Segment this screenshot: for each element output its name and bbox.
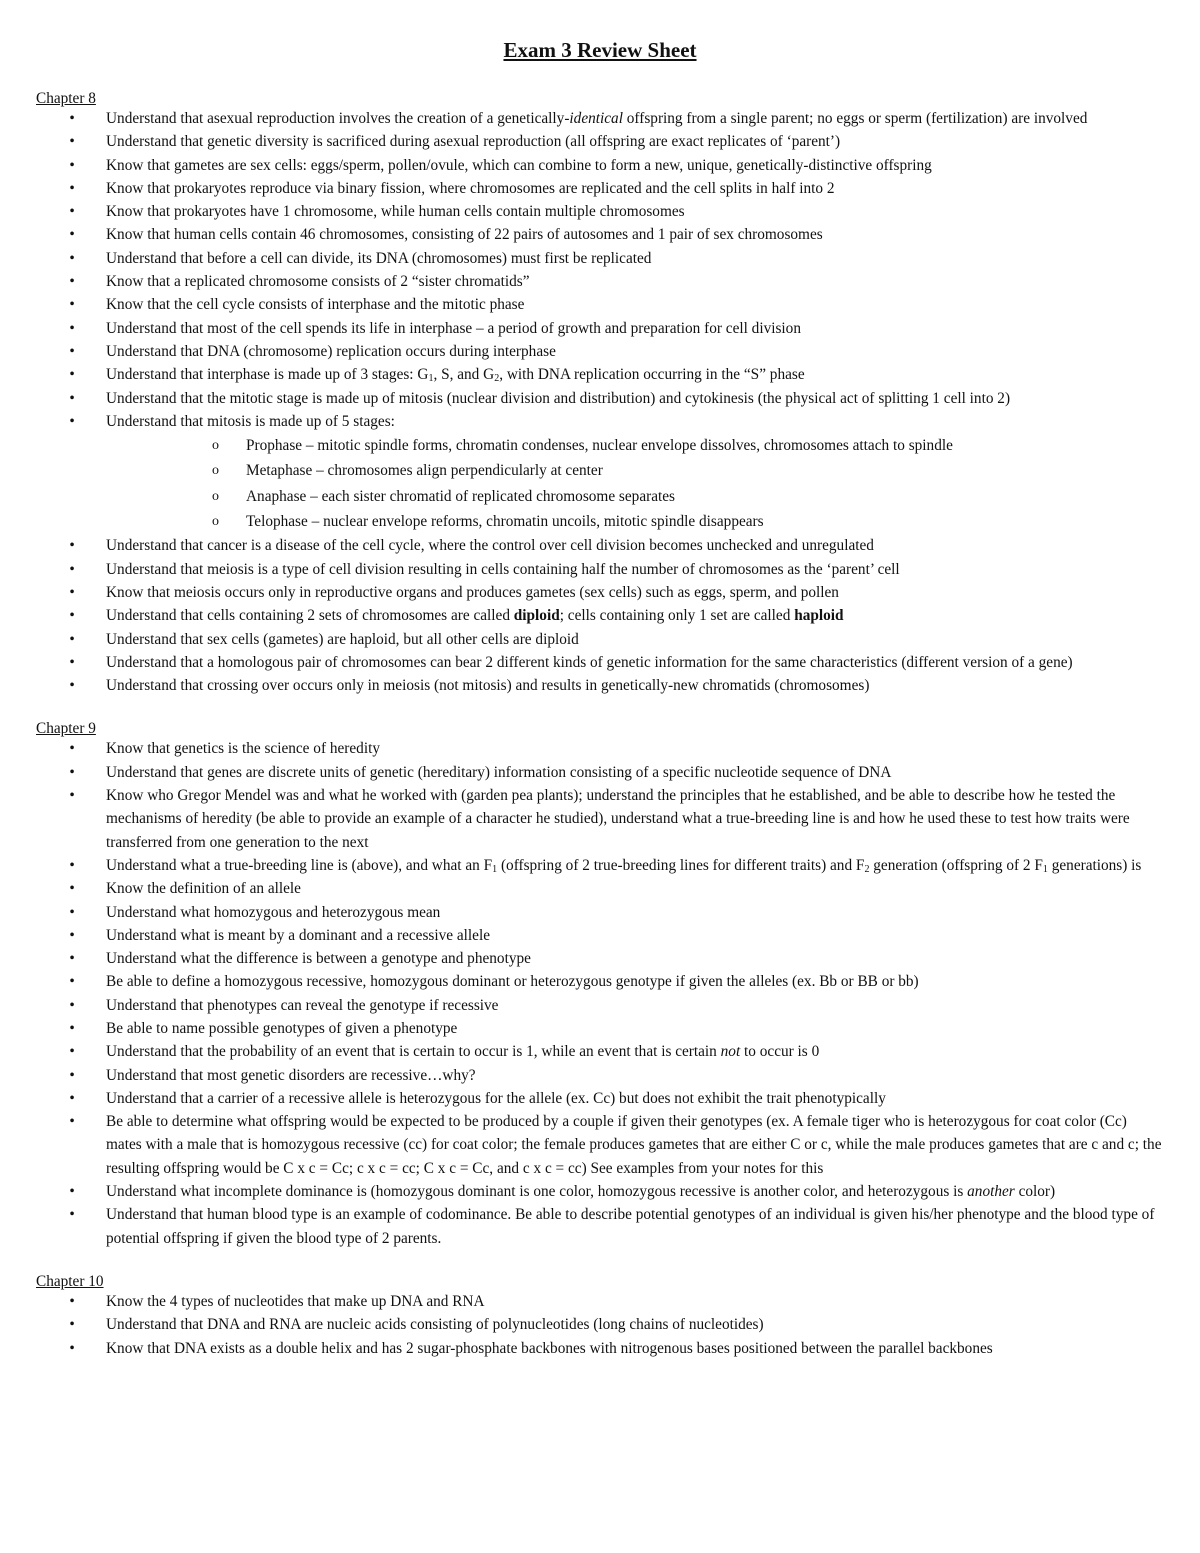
chapter-section xyxy=(36,90,1164,697)
item-text: Know that prokaryotes have 1 chromosome, while human cells contain multiple chromosomes xyxy=(106,203,685,221)
bullet-icon: • xyxy=(69,110,75,127)
bullet-icon: • xyxy=(69,653,75,671)
list-item xyxy=(36,761,1164,784)
chapter-section xyxy=(36,720,1164,1250)
list-item xyxy=(36,737,1164,760)
item-text: Understand that genetic diversity is sacrificed during asexual reproduction (all offspring are exact replicates of ‘parent’) xyxy=(106,133,841,151)
item-text: Understand that the mitotic stage is made up of mitosis (nuclear division and distribution) and cytokinesis (the physical act of splitting 1 cell into 2) xyxy=(106,389,1011,407)
sub-list xyxy=(106,433,1164,534)
bullet-icon: • xyxy=(69,412,75,430)
list-item xyxy=(36,293,1164,316)
list-item xyxy=(36,363,1164,386)
circle-bullet-icon: o xyxy=(212,463,219,479)
item-text: Understand that DNA and RNA are nucleic acids consisting of polynucleotides (long chains of nucleotides) xyxy=(106,1316,764,1334)
item-text: Understand that genes are discrete units of genetic (hereditary) information consisting of a specific nucleotide sequence of DNA xyxy=(106,763,892,781)
bullet-icon: • xyxy=(69,389,75,407)
list-item xyxy=(36,581,1164,604)
sub-list-item xyxy=(106,433,1164,458)
bullet-icon: • xyxy=(69,296,75,314)
item-text: Understand that before a cell can divide, its DNA (chromosomes) must first be replicated xyxy=(106,249,652,267)
item-text: Know that human cells contain 46 chromosomes, consisting of 22 pairs of autosomes and 1 pair of sex chromosomes xyxy=(106,226,823,244)
item-text: , S, and G xyxy=(433,366,495,384)
item-text: Understand that meiosis is a type of cell division resulting in cells containing half the number of chromosomes as the ‘parent’ cell xyxy=(106,560,900,578)
bullet-icon: • xyxy=(69,973,75,991)
bullet-icon: • xyxy=(69,950,75,968)
list-item xyxy=(36,1180,1164,1203)
bullet-icon: • xyxy=(69,996,75,1014)
list-item xyxy=(36,534,1164,557)
item-text: Understand that human blood type is an example of codominance. Be able to describe potential genotypes of an individual is given his/her phenotype and the blood type of potential offspring if given the blood type of 2 parents. xyxy=(106,1206,1155,1247)
item-text: Understand that asexual reproduction involves the creation of a genetically- xyxy=(106,110,570,127)
bullet-icon: • xyxy=(69,926,75,944)
list-item xyxy=(36,1337,1164,1360)
item-text: haploid xyxy=(794,607,844,625)
list-item xyxy=(36,410,1164,534)
item-text: Be able to determine what offspring would be expected to be produced by a couple if given their genotypes (ex. A female tiger who is heterozygous for coat color (Cc) mates with a male that is homozygous recessive (cc) for coat color; the female produces gametes that are either C or c, while the male produces gametes that are c and c; the resulting offspring would be C x c = Cc; c x c = cc; C x c = Cc, and c x c = cc) See examples from your notes for this xyxy=(106,1113,1162,1177)
item-text: to occur is 0 xyxy=(740,1043,820,1061)
list-item xyxy=(36,177,1164,200)
list-item xyxy=(36,340,1164,363)
item-text: diploid xyxy=(513,607,560,625)
list-item xyxy=(36,1110,1164,1180)
bullet-icon: • xyxy=(69,342,75,360)
list-item xyxy=(36,317,1164,340)
item-text: 1 xyxy=(428,373,434,385)
bullet-icon: • xyxy=(69,319,75,337)
sub-item-text: Prophase – mitotic spindle forms, chromatin condenses, nuclear envelope dissolves, chromosomes attach to spindle xyxy=(246,437,953,455)
bullet-icon: • xyxy=(69,1183,75,1201)
item-text: Know who Gregor Mendel was and what he worked with (garden pea plants); understand the principles that he established, and be able to describe how he tested the mechanisms of heredity (be able to provide an example of a character he studied), understand what a true-breeding line is and how he used these to test how traits were transferred from one generation to the next xyxy=(106,787,1130,851)
list-item xyxy=(36,994,1164,1017)
item-text: 2 xyxy=(864,863,870,875)
sub-list-item xyxy=(106,458,1164,483)
item-text: Understand what incomplete dominance is (homozygous dominant is one color, homozygous recessive is another color, and heterozygous is xyxy=(106,1183,968,1201)
sub-item-text: Telophase – nuclear envelope reforms, chromatin uncoils, mitotic spindle disappears xyxy=(246,513,764,531)
bullet-icon: • xyxy=(69,366,75,384)
item-text: Understand that the probability of an event that is certain to occur is 1, while an event that is certain xyxy=(106,1043,721,1061)
list-item xyxy=(36,1064,1164,1087)
bullet-icon: • xyxy=(69,179,75,197)
item-text: Know that prokaryotes reproduce via binary fission, where chromosomes are replicated and the cell splits in half into 2 xyxy=(106,179,835,197)
list-item xyxy=(36,130,1164,153)
item-text: Understand what a true-breeding line is (above), and what an F xyxy=(106,856,493,874)
list-item xyxy=(36,784,1164,854)
bullet-icon: • xyxy=(69,273,75,291)
list-item xyxy=(36,200,1164,223)
bullet-icon: • xyxy=(69,1089,75,1107)
bullet-icon: • xyxy=(69,856,75,874)
item-text: Know that the cell cycle consists of interphase and the mitotic phase xyxy=(106,296,525,314)
bullet-icon: • xyxy=(69,249,75,267)
list-item xyxy=(36,651,1164,674)
item-text: , with DNA replication occurring in the “S” phase xyxy=(499,366,805,384)
list-item xyxy=(36,628,1164,651)
list-item xyxy=(36,1313,1164,1336)
item-text: Know that gametes are sex cells: eggs/sperm, pollen/ovule, which can combine to form a new, unique, genetically-distinctive offspring xyxy=(106,156,932,174)
bullet-icon: • xyxy=(69,1019,75,1037)
bullet-icon: • xyxy=(69,677,75,695)
item-text: color) xyxy=(1014,1183,1056,1201)
item-text: Be able to name possible genotypes of given a phenotype xyxy=(106,1019,458,1037)
list-item xyxy=(36,947,1164,970)
bullet-icon: • xyxy=(69,1113,75,1131)
item-text: Understand that a homologous pair of chromosomes can bear 2 different kinds of genetic information for the same characteristics (different version of a gene) xyxy=(106,653,1073,671)
item-text: ; cells containing only 1 set are called xyxy=(559,607,795,625)
chapter-heading: Chapter 10 xyxy=(36,1272,104,1290)
bullet-icon: • xyxy=(69,1066,75,1084)
document-title: Exam 3 Review Sheet xyxy=(503,38,697,62)
chapter-section xyxy=(36,1273,1164,1360)
bullet-icon: • xyxy=(69,583,75,601)
list-item xyxy=(36,674,1164,697)
item-text: Understand that sex cells (gametes) are haploid, but all other cells are diploid xyxy=(106,630,579,648)
circle-bullet-icon: o xyxy=(212,488,219,504)
list-item xyxy=(36,924,1164,947)
item-text: Be able to define a homozygous recessive, homozygous dominant or heterozygous genotype if given the alleles (ex. Bb or BB or bb) xyxy=(106,973,919,991)
list-item xyxy=(36,1017,1164,1040)
list-item xyxy=(36,223,1164,246)
circle-bullet-icon: o xyxy=(212,514,219,530)
list-item xyxy=(36,107,1164,130)
bullet-icon: • xyxy=(69,880,75,898)
chapter-heading: Chapter 9 xyxy=(36,720,96,738)
item-text: Understand that cells containing 2 sets of chromosomes are called xyxy=(106,607,514,625)
item-text: Understand that a carrier of a recessive allele is heterozygous for the allele (ex. Cc) but does not exhibit the trait phenotypically xyxy=(106,1089,886,1107)
item-text: Know that a replicated chromosome consists of 2 “sister chromatids” xyxy=(106,273,530,291)
bullet-icon: • xyxy=(69,1206,75,1224)
item-text: Understand that most of the cell spends its life in interphase – a period of growth and preparation for cell division xyxy=(106,319,801,337)
sub-list-item xyxy=(106,509,1164,534)
item-text: Understand what the difference is between a genotype and phenotype xyxy=(106,950,531,968)
item-text: Understand that crossing over occurs only in meiosis (not mitosis) and results in genetically-new chromatids (chromosomes) xyxy=(106,677,870,695)
bullet-icon: • xyxy=(69,787,75,805)
chapters-container xyxy=(36,90,1164,1360)
item-text: not xyxy=(720,1043,741,1061)
item-text: identical xyxy=(569,110,623,127)
bullet-icon: • xyxy=(69,537,75,555)
item-text: Understand that phenotypes can reveal the genotype if recessive xyxy=(106,996,499,1014)
sub-item-text: Anaphase – each sister chromatid of replicated chromosome separates xyxy=(246,487,675,505)
bullet-icon: • xyxy=(69,156,75,174)
bullet-icon: • xyxy=(69,1316,75,1334)
chapter-heading: Chapter 8 xyxy=(36,90,96,107)
list-item xyxy=(36,247,1164,270)
item-text: offspring from a single parent; no eggs or sperm (fertilization) are involved xyxy=(622,110,1088,127)
item-text: Understand what is meant by a dominant and a recessive allele xyxy=(106,926,490,944)
bullet-icon: • xyxy=(69,903,75,921)
list-item xyxy=(36,1040,1164,1063)
list-item xyxy=(36,154,1164,177)
item-text: Understand what homozygous and heterozygous mean xyxy=(106,903,441,921)
item-text: Understand that interphase is made up of 3 stages: G xyxy=(106,366,429,384)
bullet-icon: • xyxy=(69,560,75,578)
item-text: Understand that most genetic disorders are recessive…why? xyxy=(106,1066,476,1084)
item-text: Understand that cancer is a disease of the cell cycle, where the control over cell division becomes unchecked and unregulated xyxy=(106,537,874,555)
sub-item-text: Metaphase – chromosomes align perpendicularly at center xyxy=(246,462,603,480)
item-text: Know the 4 types of nucleotides that make up DNA and RNA xyxy=(106,1292,485,1310)
bullet-icon: • xyxy=(69,1043,75,1061)
item-text: Know that DNA exists as a double helix and has 2 sugar-phosphate backbones with nitrogenous bases positioned between the parallel backbones xyxy=(106,1339,993,1357)
bullet-icon: • xyxy=(69,1339,75,1357)
sub-list-item xyxy=(106,484,1164,509)
bullet-icon: • xyxy=(69,763,75,781)
item-text: 1 xyxy=(1042,863,1048,875)
list-item xyxy=(36,1087,1164,1110)
list-item xyxy=(36,877,1164,900)
list-item xyxy=(36,901,1164,924)
item-text: 1 xyxy=(492,863,498,875)
list-item xyxy=(36,270,1164,293)
bullet-list xyxy=(36,737,1164,1250)
item-text: Know that genetics is the science of heredity xyxy=(106,740,380,758)
item-text: generations) is xyxy=(1047,856,1142,874)
list-item xyxy=(36,387,1164,410)
bullet-icon: • xyxy=(69,740,75,758)
list-item xyxy=(36,1203,1164,1250)
list-item xyxy=(36,558,1164,581)
bullet-icon: • xyxy=(69,1292,75,1310)
item-text: generation (offspring of 2 F xyxy=(869,856,1043,874)
item-text: Know the definition of an allele xyxy=(106,880,301,898)
bullet-icon: • xyxy=(69,607,75,625)
list-item xyxy=(36,970,1164,993)
circle-bullet-icon: o xyxy=(212,438,219,454)
item-text: another xyxy=(967,1183,1015,1201)
bullet-icon: • xyxy=(69,630,75,648)
item-text: 2 xyxy=(494,373,500,385)
item-text: (offspring of 2 true-breeding lines for different traits) and F xyxy=(497,856,865,874)
bullet-icon: • xyxy=(69,203,75,221)
bullet-icon: • xyxy=(69,226,75,244)
bullet-list xyxy=(36,1290,1164,1360)
bullet-icon: • xyxy=(69,133,75,151)
list-item xyxy=(36,1290,1164,1313)
list-item xyxy=(36,604,1164,627)
bullet-list xyxy=(36,107,1164,697)
item-text: Understand that DNA (chromosome) replication occurs during interphase xyxy=(106,342,556,360)
item-text: Know that meiosis occurs only in reproductive organs and produces gametes (sex cells) such as eggs, sperm, and pollen xyxy=(106,583,839,601)
item-text: Understand that mitosis is made up of 5 stages: xyxy=(106,412,395,430)
list-item xyxy=(36,854,1164,877)
